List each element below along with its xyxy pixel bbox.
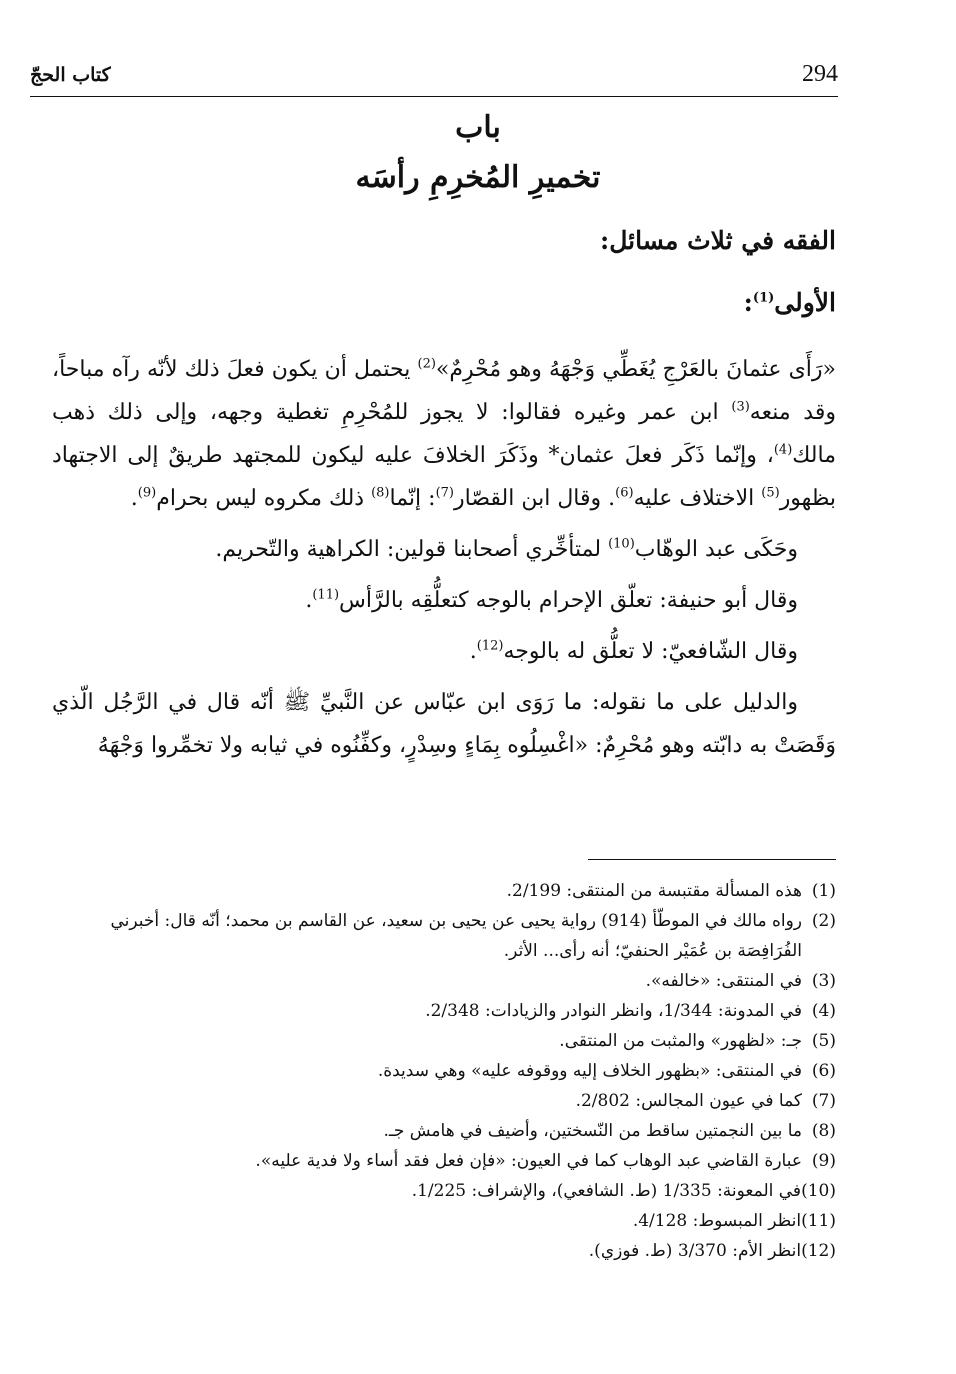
chapter-label: باب: [455, 110, 501, 145]
first-issue-label: الأولى: [774, 288, 836, 317]
text-span: : إنّما: [389, 486, 436, 511]
footnote-item: [52, 906, 836, 966]
footnote-text: انظر المبسوط: 4/128.: [632, 1211, 802, 1231]
footnote-ref: (11): [312, 587, 340, 603]
footnote-number: (12): [801, 1241, 836, 1261]
paragraph-5: [52, 681, 836, 767]
footnotes-list: [52, 876, 836, 1266]
footnote-number: (3): [811, 971, 836, 991]
first-issue-colon: :: [743, 288, 753, 317]
footnote-text: في المنتقى: «خالفه».: [645, 971, 802, 991]
text-span: لمتأخِّري أصحابنا قولين: الكراهية والتّحريم.: [215, 537, 609, 562]
running-header: [30, 52, 838, 97]
text-span: يحتمل أن يكون فعلَ ذلك لأنّه رآه مباحاً، وقد منعه: [52, 357, 836, 425]
footnote-text: انظر الأم: 3/370 (ط. فوزي).: [588, 1241, 802, 1261]
paragraph-4: [52, 630, 836, 673]
running-title: كتاب الحجّ: [30, 64, 111, 86]
footnote-text: في المعونة: 1/335 (ط. الشافعي)، والإشراف: 1/225.: [411, 1181, 802, 1201]
footnote-item: [52, 1236, 836, 1266]
paragraph-2: [52, 528, 836, 571]
footnote-text: في المدونة: 1/344، وانظر النوادر والزيادات: 2/348.: [425, 1001, 802, 1021]
footnote-number: (7): [811, 1091, 836, 1111]
text-span: ابن عمر وغيره فقالوا: لا يجوز للمُحْرِمِ تغطية وجهه، وإلى ذلك ذهب مالك: [52, 400, 836, 468]
footnote-ref: (12): [476, 638, 504, 654]
chapter-title: تخميرِ المُخرِمِ رأسَه: [355, 160, 601, 195]
text-span: .: [305, 588, 313, 613]
footnote-item: [52, 1026, 836, 1056]
text-span: ذلك مكروه ليس بحرام: [156, 486, 372, 511]
footnote-ref: (10): [608, 536, 635, 552]
footnote-text: جـ: «لظهور» والمثبت من المنتقى.: [559, 1031, 802, 1051]
text-span: وقال الشّافعيّ: لا تعلُّق له بالوجه: [503, 639, 798, 664]
text-span: .: [130, 486, 138, 511]
footnote-number: (6): [811, 1061, 836, 1081]
text-span: وقال أبو حنيفة: تعلّق الإحرام بالوجه كتعلُّقِه بالرَّأس: [339, 588, 798, 613]
footnote-number: (1): [811, 881, 836, 901]
fiqh-heading: الفقه في ثلاث مسائل:: [600, 226, 836, 255]
footnote-ref: (4): [773, 442, 793, 458]
footnote-ref: (8): [371, 485, 390, 501]
quote-text: «رَأَى عثمانَ بالعَرْجِ يُغَطِّي وَجْهَهُ وهو مُحْرِمٌ»: [435, 357, 836, 382]
first-issue-heading: [744, 288, 836, 317]
footnote-text: كما في عيون المجالس: 2/802.: [575, 1091, 802, 1111]
footnote-continuation: الفُرَافِصَة بن عُمَيْر الحنفيّ؛ أنه رأى... الأثر.: [503, 941, 802, 961]
main-text: [52, 348, 836, 767]
footnote-text: عبارة القاضي عبد الوهاب كما في العيون: «فإن فعل فقد أساء ولا فدية عليه».: [255, 1151, 802, 1171]
footnote-item: [52, 966, 836, 996]
footnote-text: في المنتقى: «بظهور الخلاف إليه ووقوفه عليه» وهي سديدة.: [377, 1061, 802, 1081]
footnote-ref: (2): [417, 356, 436, 372]
paragraph-1: [52, 348, 836, 520]
footnote-item: [52, 1056, 836, 1086]
footnote-item: [52, 876, 836, 906]
paragraph-3: [52, 579, 836, 622]
footnote-ref: (3): [731, 399, 750, 415]
footnote-item: [52, 996, 836, 1026]
footnote-ref: (7): [435, 485, 454, 501]
text-span: ، وإنّما ذَكَر فعلَ عثمان* وذَكَرَ الخلافَ عليه ليكون للمجتهد طريقٌ إلى الاجتهاد بظهور: [52, 443, 836, 511]
footnote-item: [52, 1116, 836, 1146]
footnote-number: (11): [801, 1211, 836, 1231]
footnote-ref: (9): [137, 485, 157, 501]
footnote-number: (10): [801, 1181, 836, 1201]
footnote-item: [52, 1146, 836, 1176]
footnote-ref: (6): [615, 485, 634, 501]
footnote-number: (4): [811, 1001, 836, 1021]
footnote-text: هذه المسألة مقتبسة من المنتقى: 2/199.: [506, 881, 802, 901]
text-span: الاختلاف عليه: [633, 486, 762, 511]
text-span: .: [469, 639, 477, 664]
footnote-number: (2): [811, 911, 836, 931]
footnote-separator: [588, 859, 836, 860]
footnote-item: [52, 1086, 836, 1116]
footnote-text: ما بين النجمتين ساقط من النّسختين، وأضيف في هامش جـ.: [383, 1121, 802, 1141]
page-number: 294: [802, 61, 838, 87]
footnote-ref: (5): [761, 485, 780, 501]
footnote-text: رواه مالك في الموطّأ (914) رواية يحيى عن يحيى بن سعيد، عن القاسم بن محمد؛ أنّه قال: أخبرني: [110, 911, 802, 931]
footnote-item: [52, 1206, 836, 1236]
text-span: والدليل على ما نقوله: ما رَوَى ابن عبّاس عن النَّبيِّ ﷺ أنّه قال في الرَّجُل الّذي وَقَصَتْ به دابّته وهو مُحْرِمٌ: «اغْسِلُوه بِمَاءٍ وسِدْرٍ، وكفِّنُوه في ثيابه ولا تخمِّروا وَجْهَهُ: [52, 690, 836, 758]
footnote-item: [52, 1176, 836, 1206]
footnote-number: (9): [811, 1151, 836, 1171]
footnote-number: (8): [811, 1121, 836, 1141]
text-span: وحَكَى عبد الوهّاب: [634, 537, 798, 562]
footnote-ref: (1): [752, 290, 775, 306]
footnote-number: (5): [811, 1031, 836, 1051]
text-span: . وقال ابن القصّار: [454, 486, 616, 511]
